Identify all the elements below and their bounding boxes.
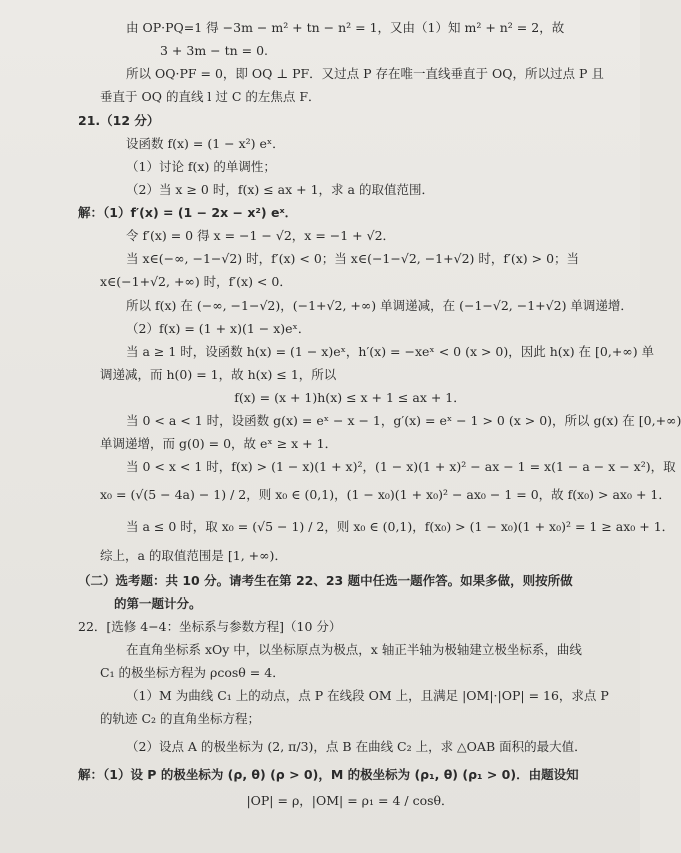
text-line: （2）f(x) = (1 + x)(1 − x)eˣ． bbox=[126, 320, 311, 336]
text-line: （1）讨论 f(x) 的单调性； bbox=[126, 158, 276, 174]
question-21-heading: 21.（12 分） bbox=[78, 112, 160, 128]
section-heading: 的第一题计分。 bbox=[114, 595, 202, 611]
solution-line: 解：（1）f′(x) = (1 − 2x − x²) eˣ． bbox=[78, 205, 298, 220]
text-line: 令 f′(x) = 0 得 x = −1 − √2，x = −1 + √2． bbox=[126, 228, 396, 244]
text-line: 设函数 f(x) = (1 − x²) eˣ． bbox=[126, 135, 285, 151]
text-line: 单调递增，而 g(0) = 0，故 eˣ ≥ x + 1． bbox=[100, 436, 338, 452]
text-line: 当 0 < a < 1 时，设函数 g(x) = eˣ − x − 1，g′(x) = eˣ − 1 > 0 (x > 0)，所以 g(x) 在 [0,+∞) bbox=[126, 413, 681, 429]
text-line: 调递减，而 h(0) = 1，故 h(x) ≤ 1，所以 bbox=[100, 366, 337, 382]
formula-line: f(x) = (x + 1)h(x) ≤ x + 1 ≤ ax + 1． bbox=[234, 390, 466, 405]
section-heading: （二）选考题：共 10 分。请考生在第 22、23 题中任选一题作答。如果多做，则按所做 bbox=[78, 572, 573, 588]
text-line: 当 a ≤ 0 时，取 x₀ = (√5 − 1) / 2，则 x₀ ∈ (0,1)，f(x₀) > (1 − x₀)(1 + x₀)² = 1 ≥ ax₀ + 1． bbox=[126, 519, 675, 534]
formula-line: |OP| = ρ，|OM| = ρ₁ = 4 / cosθ． bbox=[246, 793, 454, 809]
text-line: 垂直于 OQ 的直线 l 过 C 的左焦点 F． bbox=[100, 89, 321, 105]
text-line: 所以 f(x) 在 (−∞, −1−√2)，(−1+√2, +∞) 单调递减，在 (−1−√2, −1+√2) 单调递增． bbox=[126, 297, 633, 313]
solution-line: 解：（1）设 P 的极坐标为 (ρ, θ) (ρ > 0)，M 的极坐标为 (ρ₁, θ) (ρ₁ > 0)．由题设知 bbox=[78, 767, 579, 782]
text-line: （2）设点 A 的极坐标为 (2, π/3)，点 B 在曲线 C₂ 上，求 △OAB 面积的最大值． bbox=[126, 738, 587, 754]
text-line: 的轨迹 C₂ 的直角坐标方程； bbox=[100, 711, 261, 727]
bleed-through-text bbox=[300, 40, 304, 60]
text-line: 当 a ≥ 1 时，设函数 h(x) = (1 − x)eˣ，h′(x) = −xeˣ < 0 (x > 0)，因此 h(x) 在 [0,+∞) 单 bbox=[126, 343, 655, 359]
text-line: 在直角坐标系 xOy 中，以坐标原点为极点，x 轴正半轴为极轴建立极坐标系，曲线 bbox=[126, 642, 582, 657]
text-line: 3 + 3m − tn = 0. bbox=[160, 43, 269, 59]
text-line: 综上，a 的取值范围是 [1, +∞)． bbox=[100, 547, 287, 563]
text-line: 所以 OQ·PF = 0，即 OQ ⊥ PF．又过点 P 存在唯一直线垂直于 OQ，所以过点 P 且 bbox=[126, 66, 604, 82]
text-line: 由 OP·PQ=1 得 −3m − m² + tn − n² = 1，又由（1）知 m² + n² = 2，故 bbox=[126, 20, 565, 35]
text-line: 当 x∈(−∞, −1−√2) 时，f′(x) < 0；当 x∈(−1−√2, −1+√2) 时，f′(x) > 0；当 bbox=[126, 251, 580, 267]
text-line: x₀ = (√(5 − 4a) − 1) / 2，则 x₀ ∈ (0,1)，(1 − x₀)(1 + x₀)² − ax₀ − 1 = 0，故 f(x₀) > ax₀ + 1． bbox=[100, 486, 671, 502]
text-line: x∈(−1+√2, +∞) 时，f′(x) < 0． bbox=[100, 274, 292, 290]
text-line: 当 0 < x < 1 时，f(x) > (1 − x)(1 + x)²，(1 − x)(1 + x)² − ax − 1 = x(1 − a − x − x²)，取 bbox=[126, 459, 676, 475]
text-line: （2）当 x ≥ 0 时，f(x) ≤ ax + 1，求 a 的取值范围． bbox=[126, 181, 434, 197]
text-line: （1）M 为曲线 C₁ 上的动点，点 P 在线段 OM 上，且满足 |OM|·|OP| = 16，求点 P bbox=[126, 688, 609, 704]
question-22-heading: 22．[选修 4−4：坐标系与参数方程]（10 分） bbox=[78, 618, 342, 634]
text-line: C₁ 的极坐标方程为 ρcosθ = 4． bbox=[100, 665, 285, 681]
